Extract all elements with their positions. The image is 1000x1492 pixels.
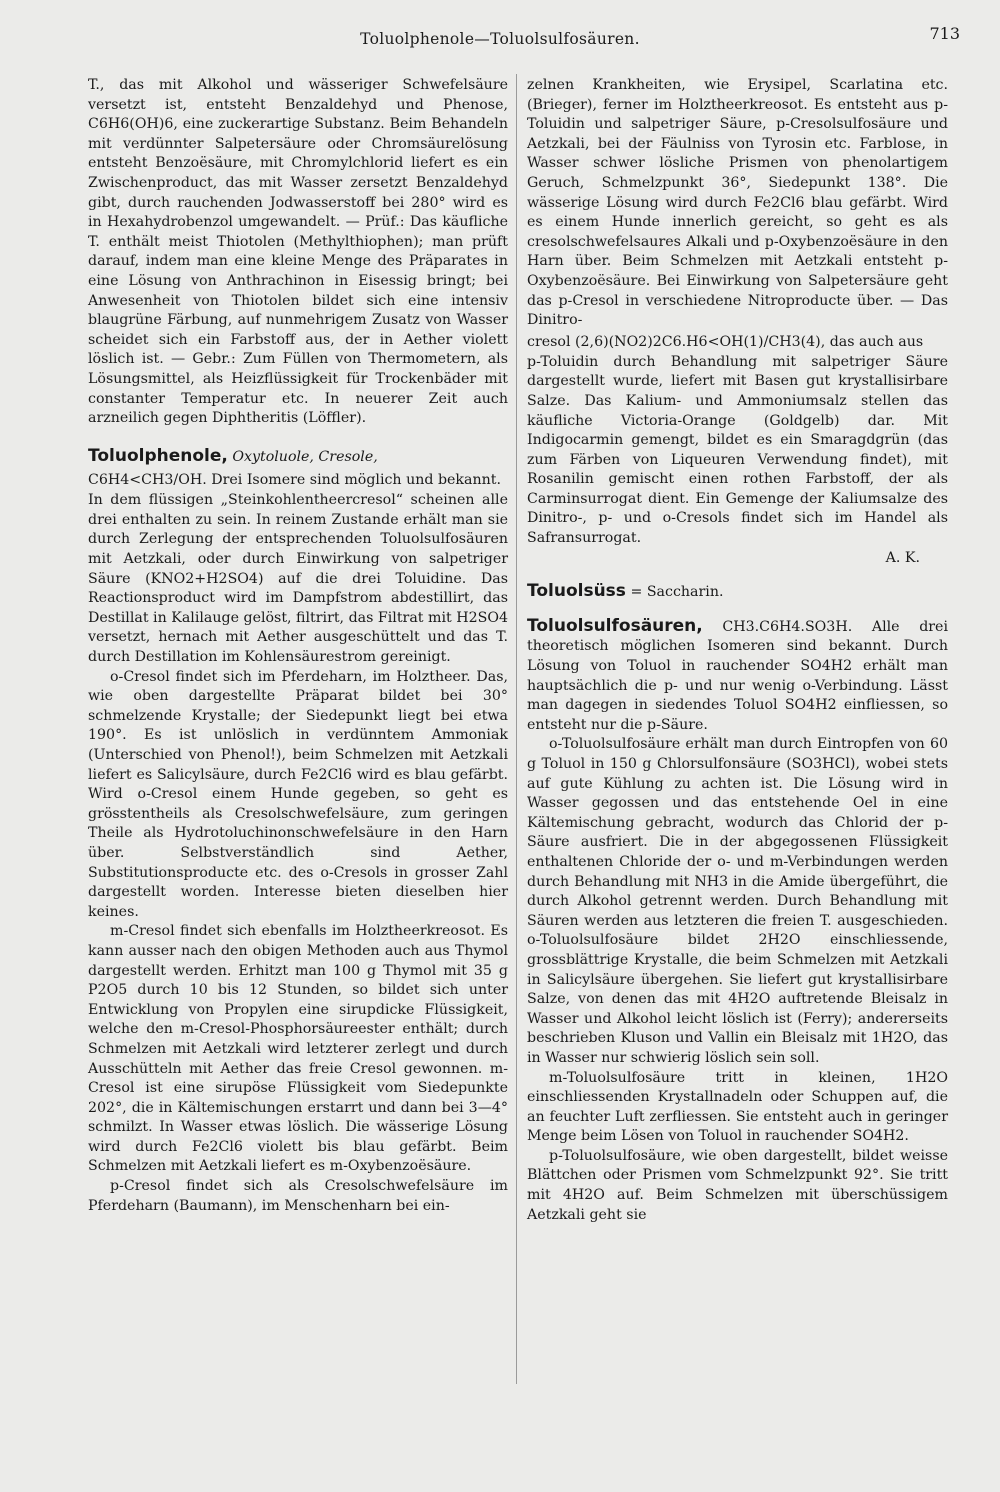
paragraph-m-toluolsulfosaeure: m-Toluolsulfosäure tritt in kleinen, 1H2O einschliessenden Krystallnadeln oder Schuppen auf, die an feuchter Luft zerfliessen. Sie entsteht auch in geringer Menge beim Lösen von Toluol in rauchender SO4H2. — [527, 1069, 948, 1145]
formula-line: C6H4<CH3/OH. Drei Isomere sind möglich und bekannt. — [88, 472, 501, 489]
formula-line: cresol (2,6)(NO2)2C6.H6<OH(1)/CH3(4), das auch aus — [527, 333, 924, 350]
page-number: 713 — [929, 24, 960, 43]
heading-title: Toluolsulfosäuren, — [527, 615, 703, 636]
column-divider — [516, 74, 517, 1384]
paragraph-o-toluolsulfosaeure: o-Toluolsulfosäure erhält man durch Eintropfen von 60 g Toluol in 150 g Chlorsulfonsäure (SO3HCl), wobei stets auf gute Kühlung zu achten ist. Die Lösung wird in Wasser gegossen und das entstehende Oel in eine Kältemischung gebracht, wodurch das Chlorid der p-Säure ausfriert. Die in der abgegossenen Flüssigkeit enthaltenen Chloride der o- und m-Verbindungen werden durch Behandlung mit NH3 in die Amide übergeführt, die durch Alkohol getrennt werden. Durch Behandlung mit Säuren werden aus letzteren die freien T. ausgeschieden. o-Toluolsulfosäure bildet 2H2O einschliessende, grossblättrige Krystalle, die beim Schmelzen mit Aetzkali in Salicylsäure übergehen. Sie liefert gut krystallisirbare Salze, von denen das mit 4H2O auftretende Bleisalz in Wasser und Alkohol leicht löslich ist (Ferry); andererseits beschrieben Kluson und Vallin ein Bleisalz mit 1H2O, das in Wasser nur schwierig löslich sein soll. — [527, 736, 948, 1066]
left-column — [88, 76, 508, 1216]
heading-crossref: = Saccharin. — [630, 584, 724, 601]
paragraph-m-cresol: m-Cresol findet sich ebenfalls im Holztheerkreosot. Es kann ausser nach den obigen Methoden auch aus Thymol dargestellt werden. Erhitzt man 100 g Thymol mit 35 g P2O5 durch 10 bis 12 Stunden, so bildet sich unter Entwicklung von Propylen eine sirupdicke Flüssigkeit, welche den m-Cresol-Phosphorsäureester enthält; durch Schmelzen mit Aetzkali wird letzterer zerlegt und durch Ausschütteln mit Aether das freie Cresol gewonnen. m-Cresol ist eine sirupöse Flüssigkeit vom Siedepunkte 202°, die in Kältemischungen erstarrt und dann bei 3—4° schmilzt. In Wasser etwas löslich. Die wässerige Lösung wird durch Fe2Cl6 violett bis blau gefärbt. Beim Schmelzen mit Aetzkali liefert es m-Oxybenzoësäure. — [88, 923, 508, 1175]
heading-title: Toluolsüss — [527, 581, 626, 602]
paragraph: p-Toluidin durch Behandlung mit salpetriger Säure dargestellt wurde, liefert mit Basen gut krystallisirbare Salze. Das Kalium- und Ammoniumsalz stellen das käufliche Victoria-Orange (Goldgelb) dar. Mit Indigocarmin gemengt, bildet es ein Smaragdgrün (das zum Färben von Liqueuren Verwendung findet), mit Rosanilin gemischt einen rothen Farbstoff, der als Carminsurrogat dient. Ein Gemenge der Kaliumsalze des Dinitro-, p- und o-Cresols findet sich im Handel als Safransurrogat. — [527, 353, 948, 547]
paragraph-p-cresol: p-Cresol findet sich als Cresolschwefelsäure im Pferdeharn (Baumann), im Menschenharn bei ein- — [88, 1178, 508, 1214]
paragraph-p-toluolsulfosaeure: p-Toluolsulfosäure, wie oben dargestellt, bildet weisse Blättchen oder Prismen vom Schmelzpunkt 92°. Sie tritt mit 4H2O auf. Beim Schmelzen mit überschüssigem Aetzkali geht sie — [527, 1147, 948, 1223]
paragraph: In dem flüssigen „Steinkohlentheercresol“ scheinen alle drei enthalten zu sein. In reinem Zustande erhält man sie durch Zerlegung der entsprechenden Toluolsulfosäuren mit Aetzkali, oder durch Einwirkung von salpetriger Säure (KNO2+H2SO4) auf die drei Toluidine. Das Reactionsproduct wird im Dampfstrom abdestillirt, das Destillat in Kalilauge gelöst, filtrirt, das Filtrat mit H2SO4 versetzt, hernach mit Aether ausgeschüttelt und das T. durch Destillation im Kohlensäurestrom gereinigt. — [88, 492, 508, 666]
paragraph: T., das mit Alkohol und wässeriger Schwefelsäure versetzt ist, entsteht Benzaldehyd und Phenose, C6H6(OH)6, eine zuckerartige Substanz. Beim Behandeln mit verdünnter Salpetersäure oder Chromsäurelösung entsteht Benzoësäure, mit Chromylchlorid liefert es ein Zwischenproduct, das mit Wasser zersetzt Benzaldehyd gibt, durch rauchenden Jodwasserstoff bei 280° wird es in Hexahydrobenzol umgewandelt. — Prüf.: Das käufliche T. enthält meist Thiotolen (Methylthiophen); man prüft darauf, indem man eine kleine Menge des Präparates in eine Lösung von Anthrachinon in Eisessig bringt; bei Anwesenheit von Thiotolen bildet sich eine intensiv blaugrüne Färbung, auf nunmehrigem Zusatz von Wasser scheidet sich ein Farbstoff aus, der in Aether violett löslich ist. — Gebr.: Zum Füllen von Thermometern, als Lösungsmittel, als Heizflüssigkeit für Trockenbäder mit constanter Temperatur etc. In neuerer Zeit auch arzneilich gegen Diphtheritis (Löffler). — [88, 77, 508, 427]
paragraph: zelnen Krankheiten, wie Erysipel, Scarlatina etc. (Brieger), ferner im Holztheerkreosot. Es entsteht aus p-Toluidin und salpetriger Säure, p-Cresolsulfosäure und Aetzkali, bei der Fäulniss von Tyrosin etc. Farblose, in Wasser schwer lösliche Prismen von phenolartigem Geruch, Schmelzpunkt 36°, Siedepunkt 138°. Die wässerige Lösung wird durch Fe2Cl6 blau gefärbt. Wird es einem Hunde innerlich gereicht, so geht es als cresolschwefelsaures Alkali und p-Oxybenzoësäure in den Harn über. Beim Schmelzen mit Aetzkali entsteht p-Oxybenzoësäure. Bei Einwirkung von Salpetersäure geht das p-Cresol in verschiedene Nitroproducte über. — Das Dinitro- — [527, 77, 948, 329]
right-column — [527, 76, 948, 1225]
article-heading-toluolphenole — [88, 447, 508, 468]
article-heading-toluolsulfosaeuren — [527, 617, 948, 736]
heading-title: Toluolphenole, — [88, 445, 228, 466]
paragraph-o-cresol: o-Cresol findet sich im Pferdeharn, im Holztheer. Das, wie oben dargestellte Präparat bildet bei 30° schmelzende Krystalle; der Siedepunkt liegt bei etwa 190°. Es ist unlöslich in verdünntem Ammoniak (Unterschied von Phenol!), beim Schmelzen mit Aetzkali liefert es Salicylsäure, durch Fe2Cl6 wird es blau gefärbt. Wird o-Cresol einem Hunde gegeben, so geht es grösstentheils als Cresolschwefelsäure, zum geringen Theile als Hydrotoluchinonschwefelsäure in den Harn über. Selbstverständlich sind Aether, Substitutionsproducte etc. des o-Cresols in grosser Zahl dargestellt worden. Interesse bieten dieselben hier keines. — [88, 668, 508, 920]
running-head: Toluolphenole—Toluolsulfosäuren. — [360, 30, 640, 48]
paragraph: CH3.C6H4.SO3H. Alle drei theoretisch möglichen Isomeren sind bekannt. Durch Lösung von Toluol in rauchender SO4H2 erhält man hauptsächlich die p- und nur wenig o-Verbindung. Lässt man dagegen in siedendes Toluol SO4H2 einfliessen, so entsteht nur die p-Säure. — [527, 618, 948, 733]
author-signature: A. K. — [885, 549, 920, 566]
article-heading-toluolsuess — [527, 582, 948, 603]
heading-synonyms: Oxytoluole, Cresole, — [232, 448, 378, 465]
